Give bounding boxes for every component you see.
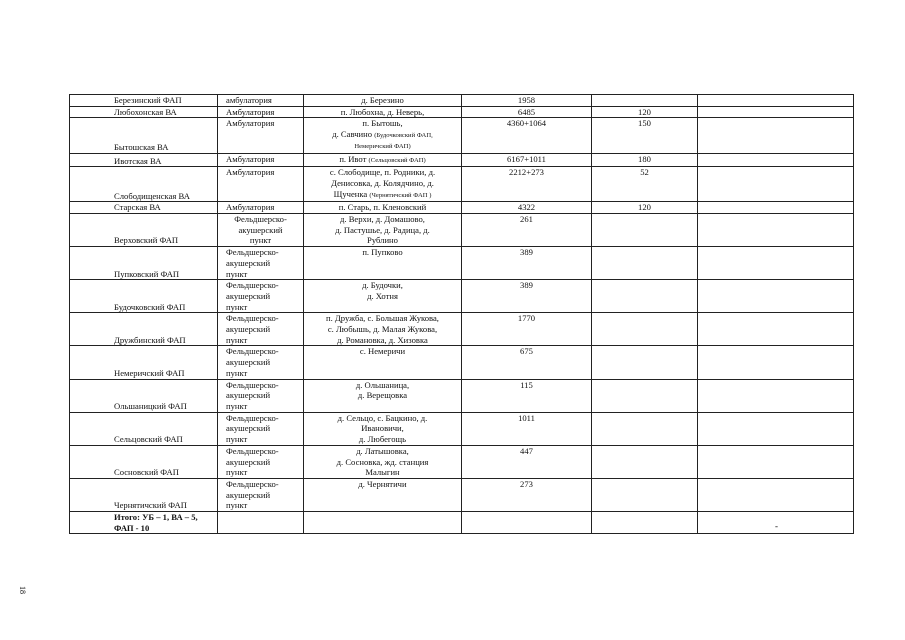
settlements-line: д. Хотня xyxy=(367,290,398,301)
note-cell xyxy=(698,412,854,445)
table-row xyxy=(70,153,854,167)
population: 4360+1064 xyxy=(462,118,592,153)
note-cell xyxy=(698,118,854,153)
population: 261 xyxy=(462,214,592,247)
page-number: 18 xyxy=(18,586,27,594)
facility-type xyxy=(218,445,304,478)
population: 6167+1011 xyxy=(462,153,592,167)
total-label xyxy=(70,512,218,534)
settlements-line xyxy=(306,189,459,202)
type-line: Фельдшерско- xyxy=(226,280,279,291)
capacity xyxy=(592,478,698,511)
settlements-line: Рублино xyxy=(367,235,398,246)
total-row xyxy=(70,512,854,534)
note-cell xyxy=(698,106,854,118)
type-line: акушерский xyxy=(226,390,271,401)
population: 115 xyxy=(462,379,592,412)
table-row xyxy=(70,202,854,214)
empty-cell xyxy=(218,512,304,534)
settlements xyxy=(304,214,462,247)
table-row xyxy=(70,214,854,247)
type-line: акушерский xyxy=(226,423,271,434)
table-row xyxy=(70,313,854,346)
type-line: Фельдшерско- xyxy=(226,412,279,423)
total-line: Итого: УБ – 1, ВА – 5, xyxy=(114,512,198,523)
facility-type: Амбулатория xyxy=(218,106,304,118)
facility-type: амбулатория xyxy=(218,95,304,107)
type-line: пункт xyxy=(226,301,248,312)
population: 2212+273 xyxy=(462,167,592,202)
settlements xyxy=(304,118,462,153)
note-cell xyxy=(698,478,854,511)
table-row xyxy=(70,280,854,313)
settlements: п. Любохна, д. Неверь, xyxy=(304,106,462,118)
facility-type xyxy=(218,478,304,511)
table-row xyxy=(70,247,854,280)
population: 389 xyxy=(462,247,592,280)
facility-type: Амбулатория xyxy=(218,153,304,167)
table-row xyxy=(70,118,854,153)
settlements-line: Денисовка, д. Колядчино, д. xyxy=(331,177,434,188)
type-line: акушерский xyxy=(226,456,271,467)
settlements-line: Малыгин xyxy=(365,467,400,478)
facility-name: Пупковский ФАП xyxy=(70,247,218,280)
population: 6485 xyxy=(462,106,592,118)
settlements-line: д. Любегощь xyxy=(358,434,407,445)
settlements-line: п. Бытошь, xyxy=(362,118,403,129)
type-line: пункт xyxy=(226,334,248,345)
note-cell xyxy=(698,313,854,346)
type-line: Фельдшерско- xyxy=(226,445,279,456)
settlements xyxy=(304,313,462,346)
type-line: пункт xyxy=(226,434,248,445)
note-cell xyxy=(698,95,854,107)
facility-name: Будочковский ФАП xyxy=(70,280,218,313)
settlements: п. Старь, п. Кленовский xyxy=(304,202,462,214)
type-line: акушерский xyxy=(226,357,271,368)
population: 447 xyxy=(462,445,592,478)
note-cell xyxy=(698,167,854,202)
settlements-text: Щученка xyxy=(333,188,368,199)
facility-type xyxy=(218,379,304,412)
facility-type xyxy=(218,247,304,280)
facility-name: Ольшаницкий ФАП xyxy=(70,379,218,412)
note-cell xyxy=(698,445,854,478)
dash-mark: - xyxy=(775,521,778,531)
population: 389 xyxy=(462,280,592,313)
empty-cell xyxy=(592,512,698,534)
settlements xyxy=(304,445,462,478)
empty-cell xyxy=(462,512,592,534)
type-line: Фельдшерско- xyxy=(226,247,279,258)
type-line: акушерский xyxy=(238,224,283,235)
settlements-line xyxy=(306,129,459,142)
capacity: 120 xyxy=(592,202,698,214)
note-cell xyxy=(698,346,854,379)
settlements-line: Ивановичи, xyxy=(361,423,404,434)
facility-type xyxy=(218,313,304,346)
settlements xyxy=(304,167,462,202)
facility-type xyxy=(218,346,304,379)
settlements xyxy=(304,379,462,412)
population: 273 xyxy=(462,478,592,511)
type-line: пункт xyxy=(226,268,248,279)
facilities-table xyxy=(69,94,854,534)
facility-name: Немеричский ФАП xyxy=(70,346,218,379)
settlements-note: (Будочковский ФАП, xyxy=(374,132,433,140)
table-row xyxy=(70,379,854,412)
population: 1770 xyxy=(462,313,592,346)
facility-name: Сельцовский ФАП xyxy=(70,412,218,445)
settlements-text: п. Ивот xyxy=(339,153,367,164)
settlements-line: д. Будочки, xyxy=(362,280,403,291)
capacity xyxy=(592,313,698,346)
capacity xyxy=(592,346,698,379)
population: 1011 xyxy=(462,412,592,445)
capacity: 52 xyxy=(592,167,698,202)
population: 675 xyxy=(462,346,592,379)
empty-cell xyxy=(304,512,462,534)
facility-name: Бытошская ВА xyxy=(70,118,218,153)
settlements xyxy=(304,280,462,313)
population: 1958 xyxy=(462,95,592,107)
settlements-note: (Чернятичский ФАП ) xyxy=(369,191,432,199)
settlements-line: п. Дружба, с. Большая Жукова, xyxy=(326,313,439,324)
type-line: Фельдшерско- xyxy=(226,379,279,390)
capacity xyxy=(592,214,698,247)
settlements: д. Чернятичи xyxy=(304,478,462,511)
total-line: ФАП - 10 xyxy=(114,522,150,533)
type-line: пункт xyxy=(226,500,248,511)
note-cell xyxy=(698,153,854,167)
facility-type: Амбулатория xyxy=(218,118,304,153)
settlements-line: д. Пастушье, д. Радица, д. xyxy=(335,224,430,235)
type-line: Фельдшерско- xyxy=(234,214,287,225)
facility-name: Ивотская ВА xyxy=(70,153,218,167)
settlements xyxy=(304,412,462,445)
settlements: п. Пупково xyxy=(304,247,462,280)
facility-type xyxy=(218,214,304,247)
settlements-line: д. Ольшаница, xyxy=(355,379,410,390)
type-line: пункт xyxy=(226,467,248,478)
type-line: пункт xyxy=(226,400,248,411)
capacity: 120 xyxy=(592,106,698,118)
type-line: акушерский xyxy=(226,257,271,268)
capacity: 150 xyxy=(592,118,698,153)
settlements: с. Немеричи xyxy=(304,346,462,379)
facility-type: Амбулатория xyxy=(218,167,304,202)
table-row xyxy=(70,95,854,107)
facility-name: Дружбинский ФАП xyxy=(70,313,218,346)
capacity xyxy=(592,280,698,313)
settlements-line: с. Слободище, п. Родники, д. xyxy=(329,167,436,178)
table-row xyxy=(70,167,854,202)
note-cell xyxy=(698,280,854,313)
table-row xyxy=(70,346,854,379)
capacity xyxy=(592,379,698,412)
settlements-line: д. Верхи, д. Домашово, xyxy=(340,214,425,225)
facility-name: Верховский ФАП xyxy=(70,214,218,247)
type-line: пункт xyxy=(226,367,248,378)
capacity: 180 xyxy=(592,153,698,167)
facility-type xyxy=(218,280,304,313)
facility-name: Чернятичский ФАП xyxy=(70,478,218,511)
type-line: Фельдшерско- xyxy=(226,346,279,357)
table-row xyxy=(70,106,854,118)
facility-name: Березинский ФАП xyxy=(70,95,218,107)
type-line: Фельдшерско- xyxy=(226,313,279,324)
facility-type: Амбулатория xyxy=(218,202,304,214)
note-cell xyxy=(698,214,854,247)
capacity xyxy=(592,412,698,445)
settlements-line: д. Латышовка, xyxy=(356,445,409,456)
capacity xyxy=(592,445,698,478)
facility-name: Слободищенская ВА xyxy=(70,167,218,202)
type-line: акушерский xyxy=(226,290,271,301)
note-cell xyxy=(698,379,854,412)
settlements-note: (Сельцовский ФАП) xyxy=(368,156,426,164)
facility-name: Любохонская ВА xyxy=(70,106,218,118)
note-cell xyxy=(698,247,854,280)
settlements: д. Березино xyxy=(304,95,462,107)
settlements xyxy=(304,153,462,167)
table-row xyxy=(70,478,854,511)
type-line: пункт xyxy=(249,235,272,246)
capacity xyxy=(592,247,698,280)
type-line: акушерский xyxy=(226,489,271,500)
settlements-line: д. Романовка, д. Хизовка xyxy=(337,334,428,345)
settlements-text: д. Савчино xyxy=(332,129,373,140)
settlements-line: д. Сосновка, жд. станция xyxy=(336,456,429,467)
settlements-line: д. Сельцо, с. Бацкино, д. xyxy=(337,412,428,423)
table-row xyxy=(70,412,854,445)
type-line: Фельдшерско- xyxy=(226,478,279,489)
facility-name: Старская ВА xyxy=(70,202,218,214)
settlements-note: Немеричский ФАП) xyxy=(354,142,411,150)
capacity xyxy=(592,95,698,107)
note-cell xyxy=(698,202,854,214)
population: 4322 xyxy=(462,202,592,214)
facility-type xyxy=(218,412,304,445)
settlements-line: д. Верещовка xyxy=(357,390,408,401)
facility-name: Сосновский ФАП xyxy=(70,445,218,478)
type-line: акушерский xyxy=(226,324,271,335)
table-row xyxy=(70,445,854,478)
settlements-line: с. Любышь, д. Малая Жукова, xyxy=(327,324,438,335)
